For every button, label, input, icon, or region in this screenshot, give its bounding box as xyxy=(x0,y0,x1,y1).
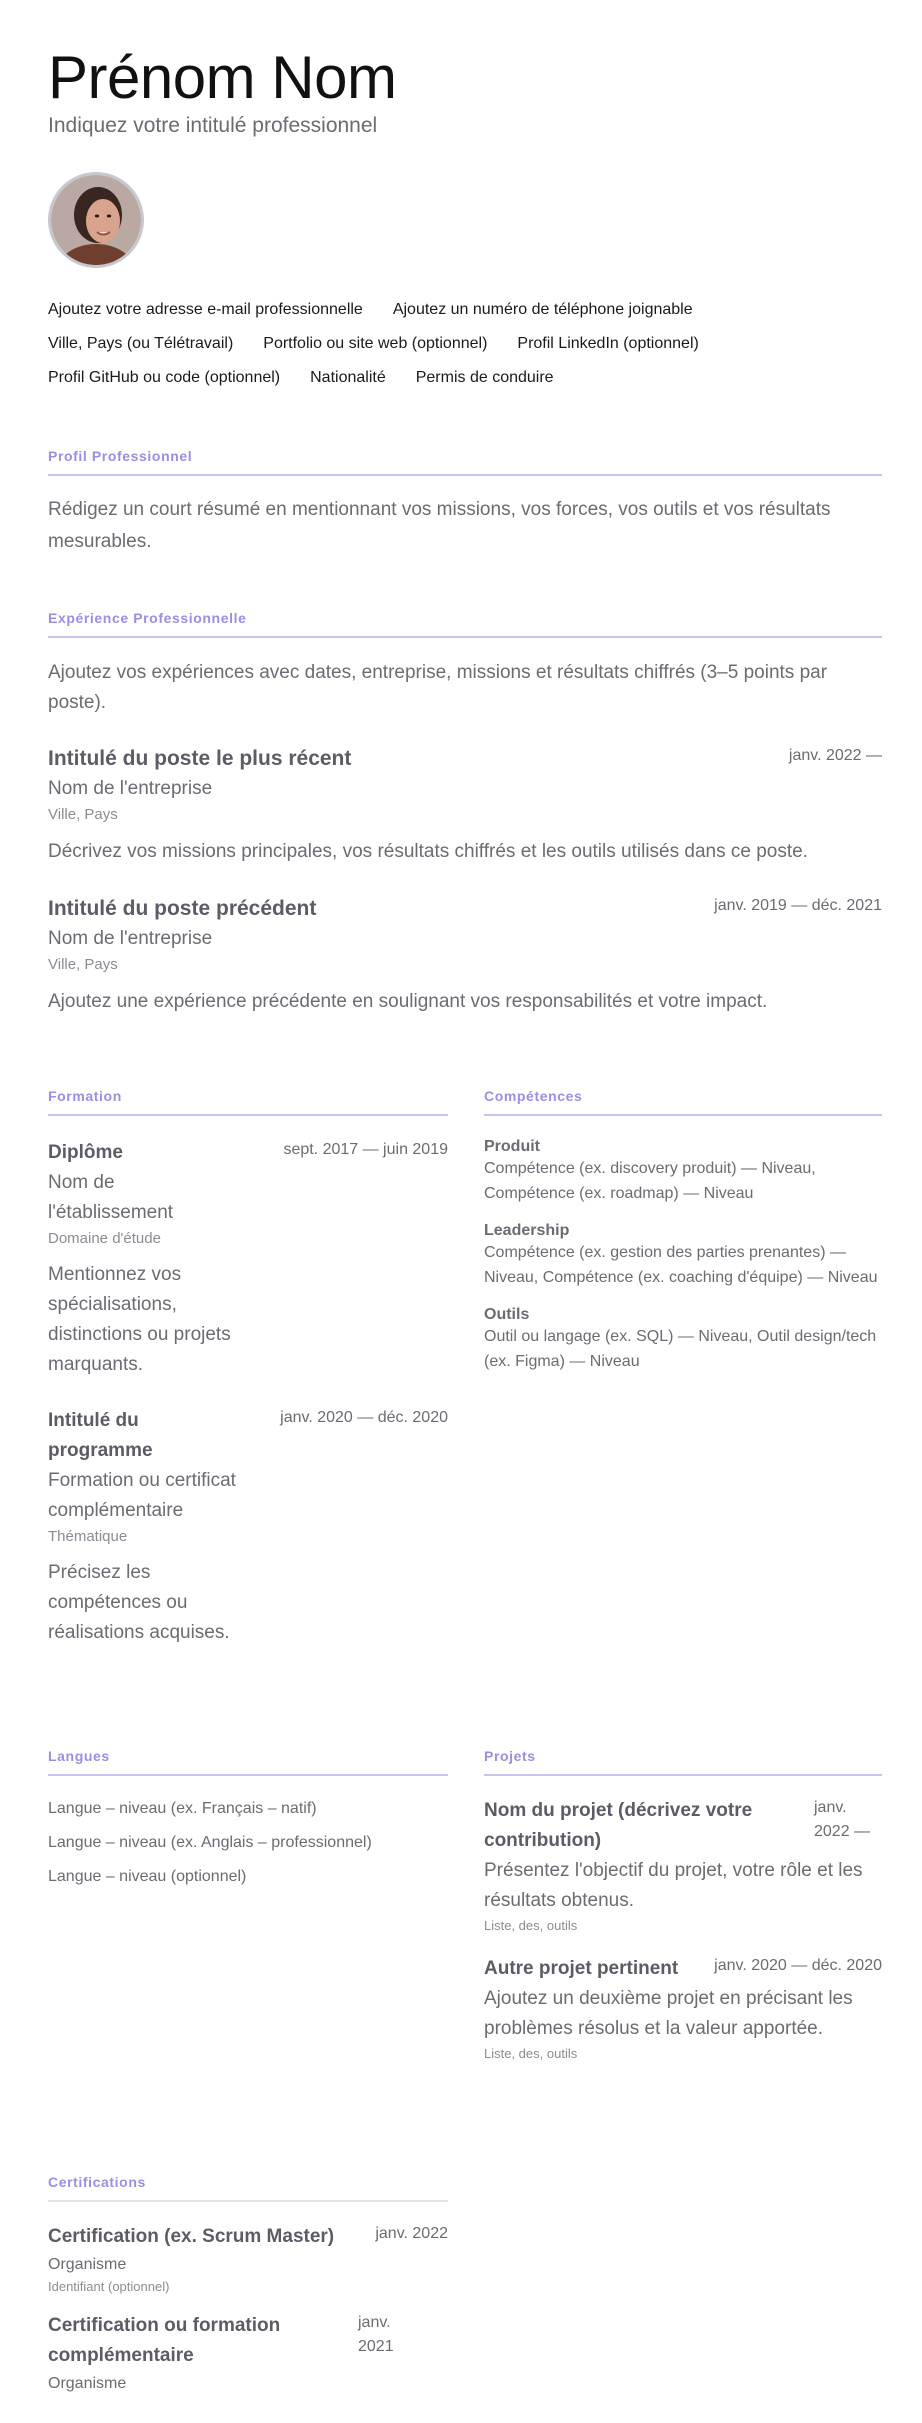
education-item xyxy=(48,1406,448,1648)
certification-date: janv. 2021 xyxy=(358,2314,394,2355)
experience-company: Nom de l'entreprise xyxy=(48,778,213,799)
project-dates: janv. 2020 — déc. 2020 xyxy=(714,1957,882,1974)
education-section xyxy=(48,1088,448,1648)
experience-dates: janv. 2022 — xyxy=(788,747,882,764)
experience-item xyxy=(48,894,882,1018)
project-tools: Liste, des, outils xyxy=(484,1918,578,1933)
education-heading: Formation xyxy=(48,1088,448,1116)
profile-heading: Profil Professionnel xyxy=(48,448,882,476)
project-item xyxy=(484,1796,882,1936)
skill-group-name: Leadership xyxy=(484,1222,570,1239)
certifications-heading: Certifications xyxy=(48,2174,448,2202)
experience-company: Nom de l'entreprise xyxy=(48,928,213,949)
education-field: Thématique xyxy=(48,1528,128,1545)
portfolio-link[interactable]: Portfolio ou site web (optionnel) xyxy=(263,335,488,352)
github-link[interactable]: Profil GitHub ou code (optionnel) xyxy=(48,369,281,386)
skill-group-name: Produit xyxy=(484,1138,540,1155)
education-dates: janv. 2020 — déc. 2020 xyxy=(280,1409,448,1426)
experience-location: Ville, Pays xyxy=(48,956,118,973)
certification-date: janv. 2022 xyxy=(375,2225,448,2242)
experience-description: Ajoutez une expérience précédente en soulignant vos responsabilités et votre impact. xyxy=(48,991,768,1012)
education-item xyxy=(48,1138,448,1380)
experience-dates: janv. 2019 — déc. 2021 xyxy=(714,897,882,914)
certification-title: Certification (ex. Scrum Master) xyxy=(48,2226,335,2247)
language-item: Langue – niveau (optionnel) xyxy=(48,1868,247,1885)
experience-title: Intitulé du poste précédent xyxy=(48,897,317,920)
languages-heading: Langues xyxy=(48,1748,448,1776)
language-item: Langue – niveau (ex. Anglais – professionnel) xyxy=(48,1834,372,1851)
phone-contact[interactable]: Ajoutez un numéro de téléphone joignable xyxy=(392,301,693,318)
avatar xyxy=(48,172,144,268)
candidate-name: Prénom Nom xyxy=(48,44,397,111)
experience-hint: Ajoutez vos expériences avec dates, entreprise, missions et résultats chiffrés (3–5 points par poste). xyxy=(48,662,828,713)
skill-group-items: Compétence (ex. gestion des parties prenantes) — Niveau, Compétence (ex. coaching d'équipe) — Niveau xyxy=(484,1244,878,1286)
experience-item xyxy=(48,744,882,868)
experience-heading: Expérience Professionnelle xyxy=(48,610,882,638)
education-description: Mentionnez vos spécialisations, distinctions ou projets marquants. xyxy=(48,1264,231,1375)
education-title: Diplôme xyxy=(48,1142,123,1163)
project-description: Ajoutez un deuxième projet en précisant les problèmes résolus et la valeur apportée. xyxy=(484,1988,853,2039)
certification-org: Organisme xyxy=(48,2375,127,2392)
skills-heading: Compétences xyxy=(484,1088,882,1116)
education-school: Formation ou certificat complémentaire xyxy=(48,1470,236,1521)
education-title: Intitulé du programme xyxy=(48,1410,153,1461)
skill-group xyxy=(484,1306,882,1374)
nationality: Nationalité xyxy=(310,369,386,386)
portrait-photo xyxy=(51,175,141,265)
linkedin-link[interactable]: Profil LinkedIn (optionnel) xyxy=(517,335,699,352)
contact-info xyxy=(48,300,878,388)
certification-org: Organisme xyxy=(48,2256,127,2273)
email-contact[interactable]: Ajoutez votre adresse e-mail professionnelle xyxy=(48,301,363,318)
skill-group xyxy=(484,1222,882,1290)
project-title: Autre projet pertinent xyxy=(484,1958,679,1979)
job-title: Indiquez votre intitulé professionnel xyxy=(48,114,378,137)
project-tools: Liste, des, outils xyxy=(484,2046,578,2061)
skill-group-items: Outil ou langage (ex. SQL) — Niveau, Outil design/tech (ex. Figma) — Niveau xyxy=(484,1328,877,1370)
experience-title: Intitulé du poste le plus récent xyxy=(48,747,352,770)
location-contact: Ville, Pays (ou Télétravail) xyxy=(48,335,234,352)
project-item xyxy=(484,1954,882,2064)
skill-group-items: Compétence (ex. discovery produit) — Niveau, Compétence (ex. roadmap) — Niveau xyxy=(484,1160,816,1202)
experience-location: Ville, Pays xyxy=(48,806,118,823)
profile-section xyxy=(48,448,882,558)
profile-summary: Rédigez un court résumé en mentionnant vos missions, vos forces, vos outils et vos résultats mesurables. xyxy=(48,499,831,552)
certification-item xyxy=(48,2311,448,2396)
experience-description: Décrivez vos missions principales, vos résultats chiffrés et les outils utilisés dans ce poste. xyxy=(48,841,808,862)
languages-section xyxy=(48,1748,448,1889)
contact-row-1 xyxy=(48,300,878,320)
project-description: Présentez l'objectif du projet, votre rôle et les résultats obtenus. xyxy=(484,1860,863,1911)
education-field: Domaine d'étude xyxy=(48,1230,161,1247)
education-school: Nom de l'établissement xyxy=(48,1172,174,1223)
project-title: Nom du projet (décrivez votre contribution) xyxy=(484,1800,753,1851)
project-dates: janv. 2022 — xyxy=(814,1799,871,1840)
skill-group-name: Outils xyxy=(484,1306,530,1323)
projects-section xyxy=(484,1748,882,2064)
experience-section xyxy=(48,610,882,1018)
education-dates: sept. 2017 — juin 2019 xyxy=(283,1141,448,1158)
contact-row-2 xyxy=(48,334,878,354)
skills-section xyxy=(484,1088,882,1374)
language-item: Langue – niveau (ex. Français – natif) xyxy=(48,1800,317,1817)
contact-row-3 xyxy=(48,368,878,388)
driving-license: Permis de conduire xyxy=(415,369,554,386)
skill-group xyxy=(484,1138,882,1206)
certifications-section xyxy=(48,2174,448,2396)
certification-item xyxy=(48,2222,448,2297)
education-description: Précisez les compétences ou réalisations acquises. xyxy=(48,1562,230,1643)
projects-heading: Projets xyxy=(484,1748,882,1776)
certification-id: Identifiant (optionnel) xyxy=(48,2279,170,2294)
certification-title: Certification ou formation complémentaire xyxy=(48,2315,281,2366)
